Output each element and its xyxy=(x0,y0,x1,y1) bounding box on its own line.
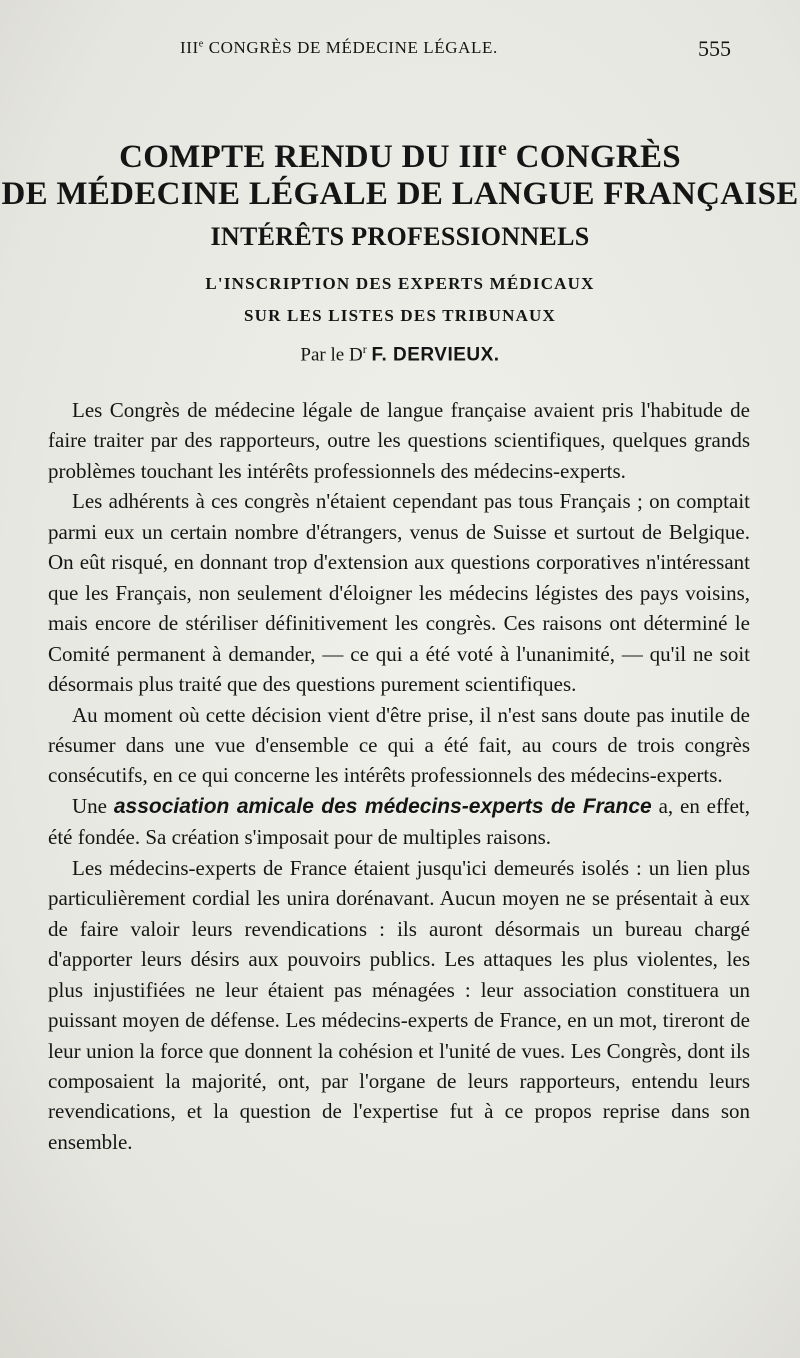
byline xyxy=(0,342,800,366)
byline-prefix: Par le D xyxy=(300,344,363,366)
paragraph-4-start: Une xyxy=(72,793,114,818)
title-line1-sup: e xyxy=(497,138,508,160)
article-subtitle: INTÉRÊTS PROFESSIONNELS xyxy=(210,222,590,251)
byline-author: F. DERVIEUX. xyxy=(371,344,500,366)
topic-line-2: SUR LES LISTES DES TRIBUNAUX xyxy=(244,306,556,325)
article-body xyxy=(48,395,750,1157)
byline-sup: r xyxy=(362,342,367,356)
topic-line-1: L'INSCRIPTION DES EXPERTS MÉDICAUX xyxy=(205,274,595,293)
header-title: CONGRÈS DE MÉDECINE LÉGALE. xyxy=(208,38,498,57)
paragraph-4-end: a, en effet, été fondée. Sa création s'imposait pour de multiples raisons. xyxy=(48,793,750,850)
paragraph-4-emphasis: association amicale des médecins-experts de France xyxy=(113,794,652,818)
paragraph-2: Les adhérents à ces congrès n'étaient cependant pas tous Français ; on comptait parmi eux un certain nombre d'étrangers, venus de Suisse et surtout de Belgique. On eût risqué, en donnant trop d'extension aux questions corporatives n'intéressant que les Français, non seulement d'éloigner les médecins légistes des pays voisins, mais encore de stériliser définitivement les congrès. Ces raisons ont déterminé le Comité permanent à demander, — ce qui a été voté à l'unanimité, — qu'il ne soit désormais plus traité que des questions purement scientifiques. xyxy=(48,489,750,697)
paragraph-5: Les médecins-experts de France étaient jusqu'ici demeurés isolés : un lien plus particulièrement cordial les unira dorénavant. Aucun moyen ne se présentait à eux de faire valoir leurs revendications : ils auront désormais un bureau chargé d'apporter leurs désirs aux pouvoirs publics. Les attaques les plus violentes, les plus injustifiées ne leur étaient pas ménagées : leur association constituera un puissant moyen de défense. Les médecins-experts de France, en un mot, tireront de leur union la force que donnent la cohésion et l'unité de vues. Les Congrès, dont ils composaient la majorité, ont, par l'organe de leurs rapporteurs, entendu leurs revendications, et la question de l'expertise fut à ce propos reprise dans son ensemble. xyxy=(48,855,750,1154)
running-header xyxy=(180,38,498,58)
title-line1-b: CONGRÈS xyxy=(515,139,681,175)
header-ordinal: e xyxy=(198,38,204,50)
page-number: 555 xyxy=(698,36,731,61)
paragraph-4 xyxy=(48,791,750,853)
title-line1-a: COMPTE RENDU DU III xyxy=(119,139,498,175)
header-roman: III xyxy=(180,38,199,57)
paragraph-3: Au moment où cette décision vient d'être prise, il n'est sans doute pas inutile de résumer dans une vue d'ensemble ce qui a été fait, au cours de trois congrès consécutifs, en ce qui concerne les intérêts professionnels des médecins-experts. xyxy=(48,702,750,788)
article-title-line-2: DE MÉDECINE LÉGALE DE LANGUE FRANÇAISE xyxy=(1,176,799,212)
article-title-line-1 xyxy=(0,138,800,176)
paragraph-1: Les Congrès de médecine légale de langue française avaient pris l'habitude de faire traiter par des rapporteurs, outre les questions scientifiques, quelques grands problèmes touchant les intérêts professionnels des médecins-experts. xyxy=(48,398,750,483)
